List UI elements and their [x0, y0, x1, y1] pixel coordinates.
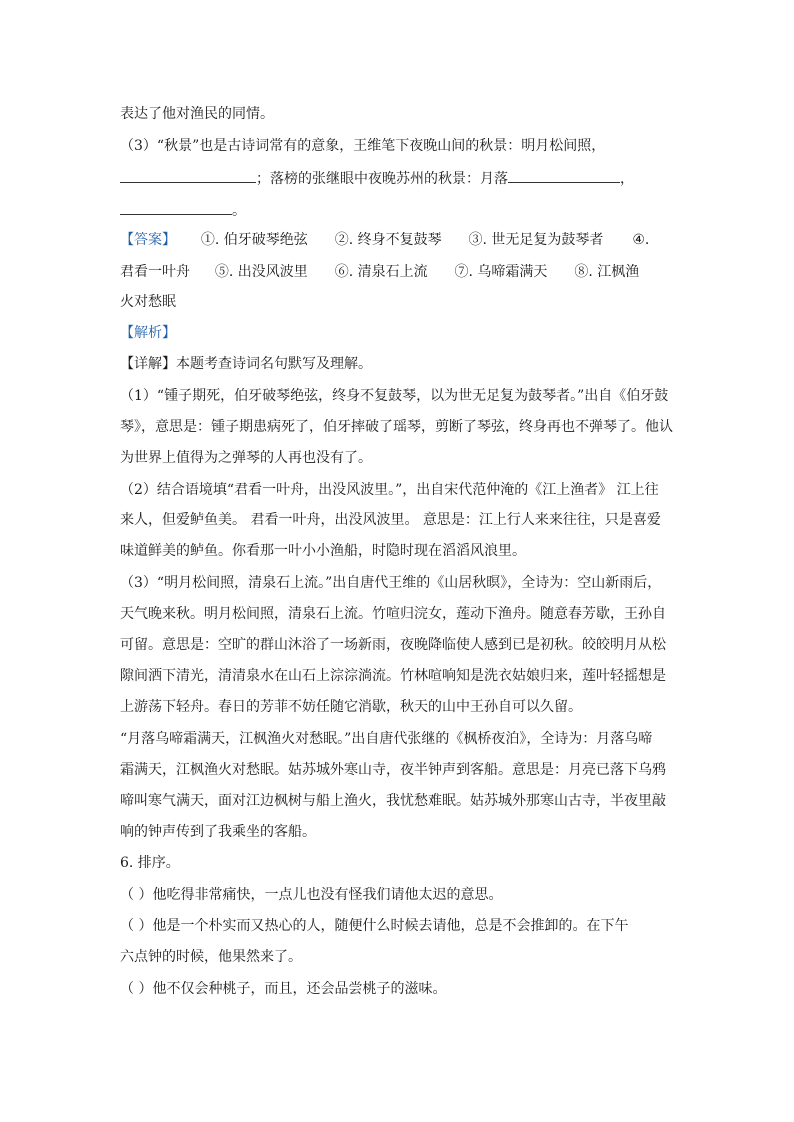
paragraph-4-line: 响的钟声传到了我乘坐的客船。 [120, 824, 316, 840]
answer-3: ③. 世无足复为鼓琴者 [468, 232, 604, 248]
paragraph-3-line: 天气晚来秋。明月松间照，清泉石上流。竹喧归浣女，莲动下渔舟。随意春芳歇，王孙自 [120, 606, 666, 622]
detail-line [120, 354, 372, 374]
sort-item: （ ）他是一个朴实而又热心的人，随便什么时候去请他，总是不会推卸的。在下午 [120, 918, 629, 934]
paragraph-3-line: 可留。意思是：空旷的群山沐浴了一场新雨，夜晚降临使人感到已是初秋。皎皎明月从松 [120, 637, 666, 653]
question-3-comma: ， [620, 171, 634, 187]
answer-5: ⑤. 出没风波里 [214, 264, 308, 280]
fill-blank[interactable] [508, 168, 620, 183]
answer-tag: 【答案】 [120, 232, 176, 248]
answer-8-cont: 火对愁眠 [120, 294, 176, 310]
fill-blank[interactable] [120, 168, 256, 183]
answer-line-2 [120, 262, 639, 282]
question-3-line-3 [120, 200, 246, 221]
detail-tag: 【详解】 [120, 356, 176, 372]
answer-6: ⑥. 清泉石上流 [334, 264, 428, 280]
paragraph-1-line: 为世界上值得为之弹琴的人再也没有了。 [120, 450, 372, 466]
paragraph-2-line: 来人，但爱鲈鱼美。 君看一叶舟，出没风波里。 意思是：江上行人来来往往，只是喜爱 [120, 512, 661, 528]
detail-text: 本题考查诗词名句默写及理解。 [176, 356, 372, 372]
question-3-line-2 [120, 168, 634, 189]
paragraph-1-line: （1）“锺子期死，伯牙破琴绝弦，终身不复鼓琴，以为世无足复为鼓琴者。”出自《伯牙鼓 [120, 388, 669, 404]
answer-4: 君看一叶舟 [120, 264, 190, 280]
answer-line [120, 230, 649, 250]
analysis-label: 【解析】 [120, 325, 176, 341]
question-6-title: 6. 排序。 [120, 855, 180, 871]
sort-item-cont: 六点钟的时候，他果然来了。 [120, 949, 302, 965]
paragraph-1-line: 琴》，意思是：锺子期患病死了，伯牙摔破了瑶琴，剪断了琴弦，终身再也不弹琴了。他认 [120, 419, 673, 435]
question-3-period: 。 [232, 203, 246, 219]
answer-2: ②. 终身不复鼓琴 [334, 232, 442, 248]
sort-item: （ ）他吃得非常痛快，一点儿也没有怪我们请他太迟的意思。 [120, 887, 503, 903]
paragraph-4-line: “月落乌啼霜满天，江枫渔火对愁眠。”出自唐代张继的《枫桥夜泊》，全诗为：月落乌啼 [120, 731, 653, 747]
text-line: 表达了他对渔民的同情。 [120, 106, 274, 122]
paragraph-3-line: 隙间洒下清光，清清泉水在山石上淙淙淌流。竹林喧响知是洗衣姑娘归来，莲叶轻摇想是 [120, 668, 666, 684]
sort-item: （ ）他不仅会种桃子，而且，还会品尝桃子的滋味。 [120, 981, 447, 997]
analysis-tag [120, 323, 176, 343]
answer-1: ①. 伯牙破琴绝弦 [200, 232, 308, 248]
question-3-text: （3）“秋景”也是古诗词常有的意象，王维笔下夜晚山间的秋景：明月松间照， [120, 138, 606, 154]
paragraph-2-line: （2）结合语境填“君看一叶舟，出没风波里。”，出自宋代范仲淹的《江上渔者》 江上往 [120, 482, 659, 498]
paragraph-4-line: 霜满天，江枫渔火对愁眠。姑苏城外寒山寺，夜半钟声到客船。意思是：月亮已落下乌鸦 [120, 762, 666, 778]
paragraph-4-line: 啼叫寒气满天，面对江边枫树与船上渔火，我忧愁难眠。姑苏城外那寒山古寺，半夜里敲 [120, 793, 666, 809]
question-3-mid: ；落榜的张继眼中夜晚苏州的秋景：月落 [256, 171, 508, 187]
answer-8: ⑧. 江枫渔 [574, 264, 640, 280]
answer-4-marker: ④. [632, 232, 650, 248]
fill-blank[interactable] [120, 200, 232, 215]
answer-7: ⑦. 乌啼霜满天 [454, 264, 548, 280]
paragraph-3-line: 上游荡下轻舟。春日的芳菲不妨任随它消歇，秋天的山中王孙自可以久留。 [120, 699, 582, 715]
paragraph-3-line: （3）“明月松间照，清泉石上流。”出自唐代王维的《山居秋暝》，全诗为：空山新雨后， [120, 575, 662, 591]
paragraph-2-line: 味道鲜美的鲈鱼。你看那一叶小小渔船，时隐时现在滔滔风浪里。 [120, 543, 526, 559]
